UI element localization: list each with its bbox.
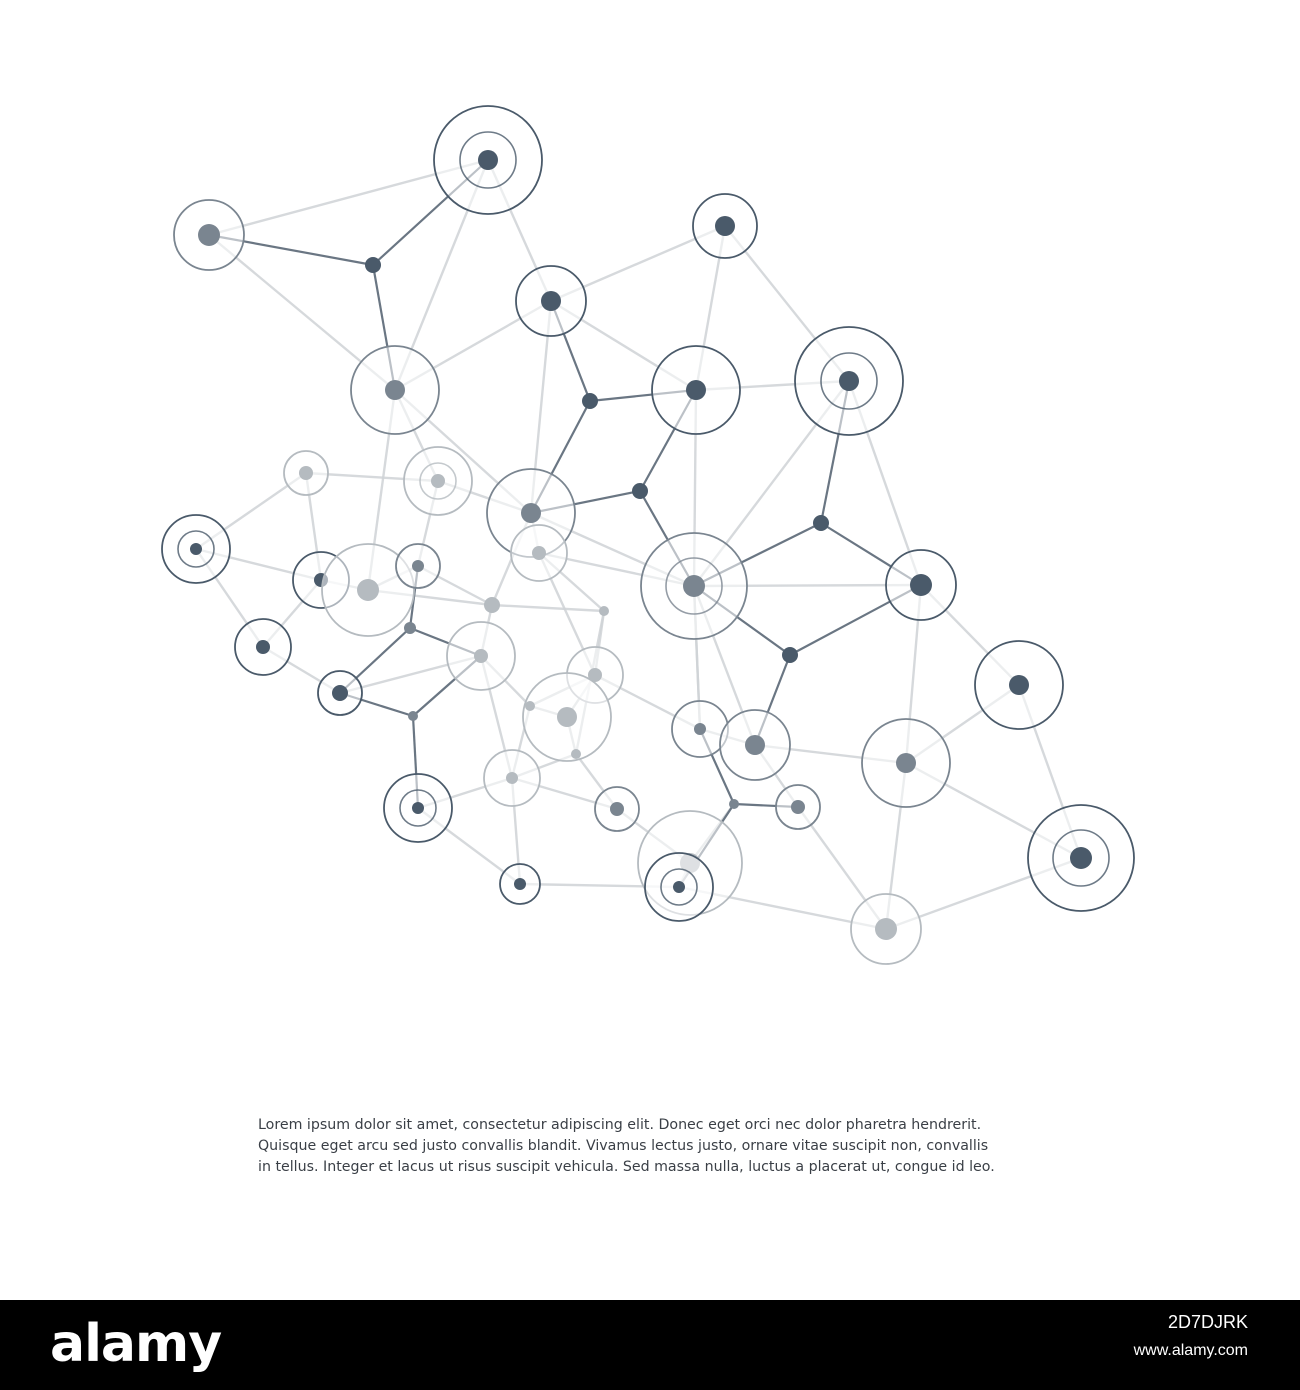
brand-logo: alamy <box>50 1314 222 1374</box>
node-dot <box>474 649 488 663</box>
caption-line: in tellus. Integer et lacus ut risus suscipit vehicula. Sed massa nulla, luctus a placerat ut, congue id leo. <box>258 1159 995 1175</box>
node-dot <box>541 291 561 311</box>
caption-line: Lorem ipsum dolor sit amet, consectetur adipiscing elit. Donec eget orci nec dolor pharetra hendrerit. <box>258 1117 982 1133</box>
node-dot <box>532 546 546 560</box>
image-id-label: 2D7DJRK <box>1167 1312 1248 1332</box>
node-dot <box>813 515 829 531</box>
node-dot <box>683 575 705 597</box>
node-dot <box>910 574 932 596</box>
caption-text <box>258 1115 1058 1178</box>
node-dot <box>632 483 648 499</box>
node-dot <box>782 647 798 663</box>
node-dot <box>431 474 445 488</box>
node-dot <box>1070 847 1092 869</box>
node-dot <box>332 685 348 701</box>
node-dot <box>357 579 379 601</box>
site-url-label: www.alamy.com <box>1133 1342 1248 1359</box>
node-dot <box>506 772 518 784</box>
node-dot <box>875 918 897 940</box>
node-dot <box>412 560 424 572</box>
node-dot <box>514 878 526 890</box>
node-dot <box>599 606 609 616</box>
node-dot <box>729 799 739 809</box>
node-dot <box>715 216 735 236</box>
node-dot <box>478 150 498 170</box>
node-dot <box>198 224 220 246</box>
node-dot <box>256 640 270 654</box>
node-dot <box>408 711 418 721</box>
caption-line: Quisque eget arcu sed justo convallis blandit. Vivamus lectus justo, ornare vitae suscipit non, convallis <box>258 1138 989 1154</box>
node-dot <box>412 802 424 814</box>
node-dot <box>299 466 313 480</box>
node-dot <box>745 735 765 755</box>
node-dot <box>610 802 624 816</box>
node-dot <box>1009 675 1029 695</box>
node-dot <box>525 701 535 711</box>
node-dot <box>521 503 541 523</box>
node-dot <box>694 723 706 735</box>
node-dot <box>385 380 405 400</box>
node-dot <box>686 380 706 400</box>
link-line <box>492 605 604 611</box>
node-dot <box>404 622 416 634</box>
node-dot <box>896 753 916 773</box>
node-dot <box>190 543 202 555</box>
node-dot <box>571 749 581 759</box>
node-dot <box>557 707 577 727</box>
node-dot <box>791 800 805 814</box>
node-dot <box>365 257 381 273</box>
watermark-footer-bar <box>0 1300 1300 1390</box>
node-dot <box>484 597 500 613</box>
node-dot <box>673 881 685 893</box>
node-dot <box>582 393 598 409</box>
node-dot <box>839 371 859 391</box>
